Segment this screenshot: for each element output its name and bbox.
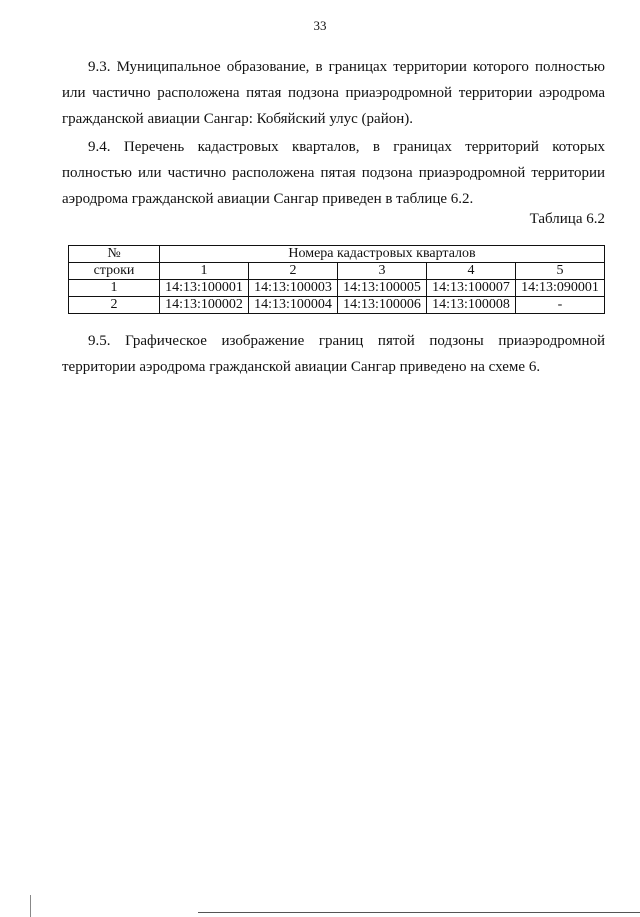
table-cell: 14:13:100004	[249, 297, 338, 314]
table-cell: 14:13:100002	[160, 297, 249, 314]
row-number-header: №	[69, 246, 160, 263]
paragraph-line: аэродрома гражданской авиации Сангар приведен в таблице 6.2.	[62, 191, 474, 207]
table-cell: 14:13:100007	[427, 280, 516, 297]
table-cell: 14:13:100006	[338, 297, 427, 314]
paragraph-9-3	[62, 54, 605, 132]
paragraph-9-5	[62, 328, 605, 380]
paragraph-9-4	[62, 134, 605, 212]
table-cell: -	[516, 297, 605, 314]
table-header-row	[69, 246, 605, 263]
table-cell: 14:13:100003	[249, 280, 338, 297]
table-subheader-row	[69, 263, 605, 280]
paragraph-line: полностью или частично расположена пятая подзона приаэродромной территории	[62, 165, 605, 181]
table-caption: Таблица 6.2	[529, 211, 605, 227]
column-header: 5	[516, 263, 605, 280]
scan-bottom-edge	[198, 912, 640, 913]
table-cell: 14:13:100001	[160, 280, 249, 297]
cadastral-quarters-table	[68, 245, 605, 314]
column-header: 3	[338, 263, 427, 280]
paragraph-line: территории аэродрома гражданской авиации Сангар приведено на схеме 6.	[62, 359, 541, 375]
row-number-cell: 2	[69, 297, 160, 314]
paragraph-line: гражданской авиации Сангар: Кобяйский улус (район).	[62, 111, 414, 127]
paragraph-line: 9.3. Муниципальное образование, в границах территории которого полностью	[88, 59, 605, 75]
paragraph-line: 9.5. Графическое изображение границ пятой подзоны приаэродромной	[88, 333, 605, 349]
page-number: 33	[313, 18, 327, 33]
table-row	[69, 280, 605, 297]
table-cell: 14:13:100005	[338, 280, 427, 297]
row-number-cell: 1	[69, 280, 160, 297]
row-number-header-label: строки	[69, 263, 160, 280]
paragraph-line: 9.4. Перечень кадастровых кварталов, в границах территорий которых	[88, 139, 605, 155]
paragraph-line: или частично расположена пятая подзона приаэродромной территории аэродрома	[62, 85, 605, 101]
group-header: Номера кадастровых кварталов	[160, 246, 605, 263]
scan-left-edge	[30, 895, 31, 917]
column-header: 4	[427, 263, 516, 280]
table-row	[69, 297, 605, 314]
column-header: 1	[160, 263, 249, 280]
table-cell: 14:13:090001	[516, 280, 605, 297]
table-cell: 14:13:100008	[427, 297, 516, 314]
column-header: 2	[249, 263, 338, 280]
